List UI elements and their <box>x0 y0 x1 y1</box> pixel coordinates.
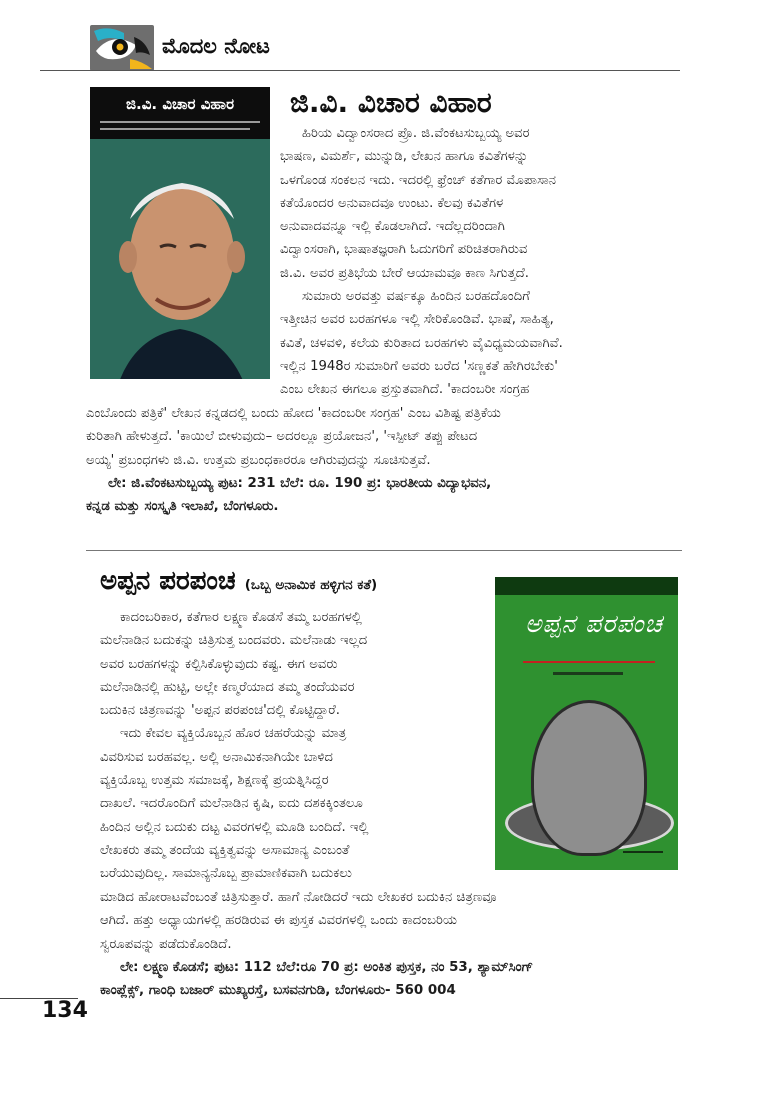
text-line: ಜಿ.ವಿ. ಅವರ ಪ್ರತಿಭೆಯ ಬೇರೆ ಆಯಾಮವೂ ಕಾಣ ಸಿಗುತ್ತದೆ. <box>280 265 529 281</box>
text-line: ವಿವರಿಸುವ ಬರಹವಲ್ಲ. ಅಲ್ಲಿ ಅನಾಮಿಕನಾಗಿಯೇ ಬಾಳಿದ <box>100 749 334 765</box>
text-line: ಮಲೆನಾಡಿನಲ್ಲಿ ಹುಟ್ಟಿ, ಅಲ್ಲೇ ಕಣ್ಮರೆಯಾದ ತಮ್ಮ ತಂದೆಯವರ <box>100 679 355 695</box>
cover-subtitle-line <box>100 128 250 130</box>
text-line: ಹಿಂದಿನ ಅಲ್ಲಿನ ಬದುಕು ದಟ್ಟ ವಿವರಗಳಲ್ಲಿ ಮೂಡಿ ಬಂದಿದೆ. ಇಲ್ಲಿ <box>100 819 369 835</box>
cover-rule <box>523 661 655 663</box>
text-line: ಆಗಿದೆ. ಹತ್ತು ಅಧ್ಯಾಯಗಳಲ್ಲಿ ಹರಡಿರುವ ಈ ಪುಸ್ತಕ ವಿವರಗಳಲ್ಲಿ ಒಂದು ಕಾದಂಬರಿಯ <box>100 913 458 929</box>
text-line: ಅನುವಾದವನ್ನೂ ಇಲ್ಲಿ ಕೊಡಲಾಗಿದೆ. ಇದೆಲ್ಲದರಿಂದಾಗಿ <box>280 219 505 235</box>
cover-vessel-illustration <box>531 700 647 856</box>
article-title: ಜಿ.ವಿ. ವಿಚಾರ ವಿಹಾರ <box>290 86 492 119</box>
text-line: ಮಾಡಿದ ಹೋರಾಟವೆಂಬಂತೆ ಚಿತ್ರಿಸುತ್ತಾರೆ. ಹಾಗೆ ನೋಡಿದರೆ ಇದು ಲೇಖಕರ ಬದುಕಿನ ಚಿತ್ರಣವೂ <box>100 890 497 905</box>
text-line: ಎಂಬೊಂದು ಪತ್ರಿಕೆ' ಲೇಖನ ಕನ್ನಡದಲ್ಲಿ ಬಂದು ಹೋದ 'ಕಾದಂಬರೀ ಸಂಗ್ರಹ' ಎಂಬ ವಿಶಿಷ್ಟ ಪತ್ರಿಕೆಯ <box>86 406 502 421</box>
text-line: ಬದುಕಿನ ಚಿತ್ರಣವನ್ನು 'ಅಪ್ಪನ ಪರಪಂಚ'ದಲ್ಲಿ ಕೊಟ್ಟಿದ್ದಾರೆ. <box>100 703 340 719</box>
section-logo <box>90 25 154 71</box>
author-portrait <box>90 139 270 379</box>
article-subtitle: (ಒಬ್ಬ ಅನಾಮಿಕ ಹಳ್ಳಿಗನ ಕತೆ) <box>244 577 378 593</box>
text-line: ಹಿರಿಯ ವಿದ್ವಾಂಸರಾದ ಪ್ರೊ. ಜಿ.ವೆಂಕಟಸುಬ್ಬಯ್ಯ ಅವರ <box>302 126 530 141</box>
book-details <box>86 472 682 519</box>
text-line: ಅವರ ಬರಹಗಳನ್ನು ಕಲ್ಪಿಸಿಕೊಳ್ಳುವುದು ಕಷ್ಟ. ಈಗ ಅವರು <box>100 656 338 672</box>
text-line: ಅಯ್ಯ' ಪ್ರಬಂಧಗಳು ಜಿ.ವಿ. ಉತ್ತಮ ಪ್ರಬಂಧಕಾರರೂ ಆಗಿರುವುದನ್ನು ಸೂಚಿಸುತ್ತವೆ. <box>86 452 431 468</box>
text-line: ಇಲ್ಲಿನ 1948ರ ಸುಮಾರಿಗೆ ಅವರು ಬರೆದ 'ಸಣ್ಣಕತೆ ಹೇಗಿರಬೇಕು' <box>280 358 558 374</box>
article-body-narrow <box>280 122 680 402</box>
cover-subtitle-line <box>100 121 260 123</box>
text-line: ಸ್ವರೂಪವನ್ನು ಪಡೆದುಕೊಂಡಿದೆ. <box>100 936 232 952</box>
cover-title: ಜಿ.ವಿ. ವಿಚಾರ ವಿಹಾರ <box>125 95 235 113</box>
text-line: ದಾಖಲೆ. ಇದರೊಂದಿಗೆ ಮಲೆನಾಡಿನ ಕೃಷಿ, ಐದು ದಶಕಕ್ಕಿಂತಲೂ <box>100 796 363 812</box>
text-line: ಸುಮಾರು ಅರವತ್ತು ವರ್ಷಕ್ಕೂ ಹಿಂದಿನ ಬರಹದೊಂದಿಗೆ <box>302 289 530 305</box>
article-body-wide <box>100 886 680 956</box>
eye-logo-icon <box>90 25 154 71</box>
book-details <box>100 956 680 1003</box>
book-details-line: ಲೇ: ಜಿ.ವೆಂಕಟಸುಬ್ಬಯ್ಯ ಪುಟ: 231 ಬೆಲೆ: ರೂ. 190 ಪ್ರ: ಭಾರತೀಯ ವಿದ್ಯಾಭವನ, <box>108 476 492 491</box>
portrait-illustration-icon <box>90 139 270 379</box>
book-cover-gv-vichara-vihara <box>90 87 270 379</box>
article-title <box>100 566 377 597</box>
book-details-line: ಲೇ: ಲಕ್ಷ್ಮಣ ಕೊಡಸೆ; ಪುಟ: 112 ಬೆಲೆ:ರೂ 70 ಪ್ರ: ಅಂಕಿತ ಪುಸ್ತಕ, ನಂ 53, ಶ್ಯಾಮ್‌ಸಿಂಗ್ <box>120 960 534 975</box>
book-details-line: ಕಾಂಪ್ಲೆಕ್ಸ್, ಗಾಂಧಿ ಬಜಾರ್ ಮುಖ್ಯರಸ್ತೆ, ಬಸವನಗುಡಿ, ಬೆಂಗಳೂರು- 560 004 <box>100 983 456 999</box>
text-line: ಕಾದಂಬರಿಕಾರ, ಕತೆಗಾರ ಲಕ್ಷ್ಮಣ ಕೊಡಸೆ ತಮ್ಮ ಬರಹಗಳಲ್ಲಿ <box>120 610 362 625</box>
cover-signature-line <box>623 851 663 853</box>
text-line: ಕವಿತೆ, ಚಳವಳಿ, ಕಲೆಯ ಕುರಿತಾದ ಬರಹಗಳು ವೈವಿಧ್ಯಮಯವಾಗಿವೆ. <box>280 335 563 351</box>
cover-title: ಅಪ್ಪನ ಪರಪಂಚ <box>525 609 663 638</box>
text-line: ವ್ಯಕ್ತಿಯೊಬ್ಬ ಉತ್ತಮ ಸಮಾಜಕ್ಕೆ, ಶಿಕ್ಷಣಕ್ಕೆ ಪ್ರಯತ್ನಿಸಿದ್ದರ <box>100 773 329 789</box>
book-details-line: ಕನ್ನಡ ಮತ್ತು ಸಂಸ್ಕೃತಿ ಇಲಾಖೆ, ಬೆಂಗಳೂರು. <box>86 499 279 515</box>
text-line: ಒಳಗೊಂಡ ಸಂಕಲನ ಇದು. ಇದರಲ್ಲಿ ಫ್ರೆಂಚ್ ಕತೆಗಾರ ಮೊಪಾಸಾನ <box>280 172 557 188</box>
text-line: ಬರೆಯುವುದಿಲ್ಲ. ಸಾಮಾನ್ಯನೊಬ್ಬ ಪ್ರಾಮಾಣಿಕವಾಗಿ ಬದುಕಲು <box>100 866 352 882</box>
cover-author-line <box>553 672 623 675</box>
text-line: ಲೇಖಕರು ತಮ್ಮ ತಂದೆಯ ವ್ಯಕ್ತಿತ್ವವನ್ನು ಅಸಾಮಾನ್ಯ ಎಂಬಂತೆ <box>100 842 350 858</box>
header-divider <box>40 70 680 71</box>
article-body-narrow <box>100 606 482 886</box>
text-line: ಕುರಿತಾಗಿ ಹೇಳುತ್ತದೆ. 'ಕಾಯಿಲೆ ಬೀಳುವುದು– ಅದರಲ್ಲೂ ಪ್ರಯೋಜನ', 'ಇಸ್ಪೀಟ್ ತಪ್ಪು ಪೇಟದ <box>86 429 478 445</box>
page-number: 134 <box>42 998 88 1023</box>
article-title-text: ಅಪ್ಪನ ಪರಪಂಚ <box>100 566 236 596</box>
text-line: ವಿದ್ವಾಂಸರಾಗಿ, ಭಾಷಾತಜ್ಞರಾಗಿ ಓದುಗರಿಗೆ ಪರಿಚಿತರಾಗಿರುವ <box>280 242 528 258</box>
section-title: ಮೊದಲ ನೋಟ <box>162 34 270 58</box>
cover-top-band <box>495 577 678 595</box>
book-cover-appana-parapancha <box>495 577 678 870</box>
text-line: ಭಾಷಣ, ವಿಮರ್ಶೆ, ಮುನ್ನುಡಿ, ಲೇಖನ ಹಾಗೂ ಕವಿತೆಗಳನ್ನು <box>280 149 529 165</box>
article-body-wide <box>86 402 682 472</box>
text-line: ಇತ್ತೀಚಿನ ಅವರ ಬರಹಗಳೂ ಇಲ್ಲಿ ಸೇರಿಕೊಂಡಿವೆ. ಭಾಷೆ, ಸಾಹಿತ್ಯ, <box>280 312 554 328</box>
text-line: ಕತೆಯೊಂದರ ಅನುವಾದವೂ ಉಂಟು. ಕೆಲವು ಕವಿತೆಗಳ <box>280 195 504 211</box>
text-line: ಇದು ಕೇವಲ ವ್ಯಕ್ತಿಯೊಬ್ಬನ ಹೊರ ಚಹರೆಯನ್ನು ಮಾತ್ರ <box>120 726 347 742</box>
article-divider <box>86 550 682 551</box>
text-line: ಮಲೆನಾಡಿನ ಬದುಕನ್ನು ಚಿತ್ರಿಸುತ್ತ ಬಂದವರು. ಮಲೆನಾಡು ಇಲ್ಲದ <box>100 633 368 649</box>
text-line: ಎಂಬ ಲೇಖನ ಈಗಲೂ ಪ್ರಸ್ತುತವಾಗಿದೆ. 'ಕಾದಂಬರೀ ಸಂಗ್ರಹ <box>280 382 530 398</box>
